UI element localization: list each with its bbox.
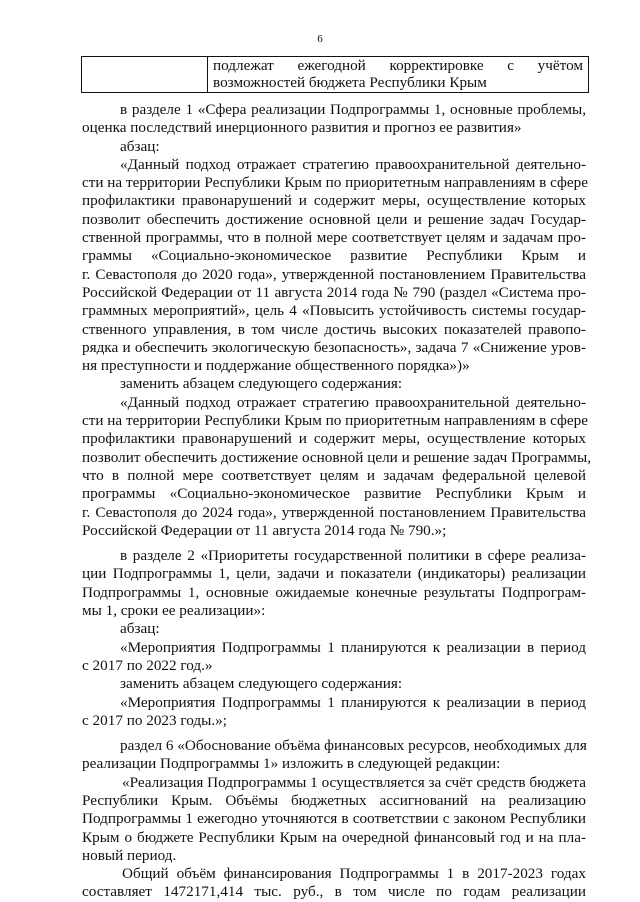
- text-line: «Мероприятия Подпрограммы 1 планируются к реализации в период: [120, 638, 586, 656]
- carryover-table: [81, 56, 589, 93]
- text-line: абзац:: [120, 137, 160, 155]
- text-line: заменить абзацем следующего содержания:: [120, 675, 403, 693]
- text-line: граммы «Социально-экономическое развитие Республики Крым и: [82, 247, 586, 265]
- text-line: ственного управления, в том числе достичь высоких показателей правопо-: [82, 320, 586, 338]
- text-line: оценка последствий инерционного развития и прогноз ее развития»: [82, 119, 522, 137]
- text-line: позволит обеспечить достижение основной цели и решение задач Государ-: [82, 210, 586, 228]
- text-line: реализации Подпрограммы 1» изложить в следующей редакции:: [82, 755, 501, 773]
- text-line: Подпрограммы 1, основные ожидаемые конечные результаты Подпрограм-: [82, 583, 586, 601]
- paragraph-gap: [82, 730, 586, 737]
- text-line: ня преступности и поддержание общественного порядка»)»: [82, 357, 470, 375]
- text-line: Подпрограммы 1 ежегодно уточняются в соответствии с законом Республики: [82, 810, 586, 828]
- page-number: 6: [317, 33, 323, 45]
- paragraph-gap: [82, 540, 586, 547]
- table-row: [82, 57, 589, 93]
- text-line: Республики Крым. Объёмы бюджетных ассигнований на реализацию: [82, 791, 586, 809]
- text-line: «Данный подход отражает стратегию правоохранительной деятельно-: [120, 393, 586, 411]
- text-line: программы «Социально-экономическое развитие Республики Крым и: [82, 485, 586, 503]
- text-line: «Реализация Подпрограммы 1 осуществляется за счёт средств бюджета: [122, 773, 586, 791]
- text-line: что в полной мере соответствует целям и задачам федеральной целевой: [82, 466, 586, 484]
- text-line: новый период.: [82, 846, 177, 864]
- text-line: заменить абзацем следующего содержания:: [120, 375, 403, 393]
- text-line: г. Севастополя до 2020 года», утвержденной постановлением Правительства: [82, 265, 586, 283]
- text-line: с 2017 по 2023 годы.»;: [82, 711, 227, 729]
- text-line: в разделе 2 «Приоритеты государственной политики в сфере реализа-: [120, 547, 586, 565]
- text-line: граммных мероприятий», цель 4 «Повысить устойчивость системы государ-: [82, 302, 586, 320]
- text-line: раздел 6 «Обоснование объёма финансовых ресурсов, необходимых для: [120, 737, 587, 755]
- text-line: ции Подпрограммы 1, цели, задачи и показатели (индикаторы) реализации: [82, 565, 586, 583]
- text-line: в разделе 1 «Сфера реализации Подпрограммы 1, основные проблемы,: [120, 101, 586, 118]
- text-line: сти на территории Республики Крым по приоритетным направлениям в сфере: [82, 412, 588, 430]
- text-line: составляет 1472171,414 тыс. руб., в том числе по годам реализации: [82, 883, 586, 901]
- table-text-line: возможностей бюджета Республики Крым: [213, 74, 487, 91]
- text-line: ственной программы, что в полной мере соответствует целям и задачам про-: [82, 229, 586, 247]
- text-line: «Данный подход отражает стратегию правоохранительной деятельно-: [120, 155, 586, 173]
- text-line: рядка и обеспечить экологическую безопасность», задача 7 «Снижение уров-: [82, 338, 586, 356]
- table-cell-empty: [82, 57, 208, 93]
- text-line: Крым о бюджете Республики Крым на очередной финансовый год и на пла-: [82, 828, 586, 846]
- text-line: с 2017 по 2022 год.»: [82, 656, 213, 674]
- text-line: позволит обеспечить достижение основной цели и решение задач Программы,: [82, 448, 592, 466]
- text-line: Российской Федерации от 11 августа 2014 года № 790 (раздел «Система про-: [82, 283, 586, 301]
- text-line: профилактики правонарушений и содержит меры, осуществление которых: [82, 192, 586, 210]
- text-line: Российской Федерации от 11 августа 2014 года № 790.»;: [82, 521, 447, 539]
- text-line: сти на территории Республики Крым по приоритетным направлениям в сфере: [82, 174, 588, 192]
- text-line: абзац:: [120, 620, 160, 638]
- text-line: г. Севастополя до 2024 года», утвержденной постановлением Правительства: [82, 503, 586, 521]
- table-cell-text: [208, 57, 589, 93]
- text-line: профилактики правонарушений и содержит меры, осуществление которых: [82, 430, 586, 448]
- document-body: [82, 101, 592, 902]
- text-line: мы 1, сроки ее реализации»:: [82, 602, 266, 620]
- text-line: Общий объём финансирования Подпрограммы 1 в 2017-2023 годах: [122, 865, 586, 883]
- table-text-line: подлежат ежегодной корректировке с учётом: [213, 57, 583, 74]
- text-line: «Мероприятия Подпрограммы 1 планируются к реализации в период: [120, 693, 586, 711]
